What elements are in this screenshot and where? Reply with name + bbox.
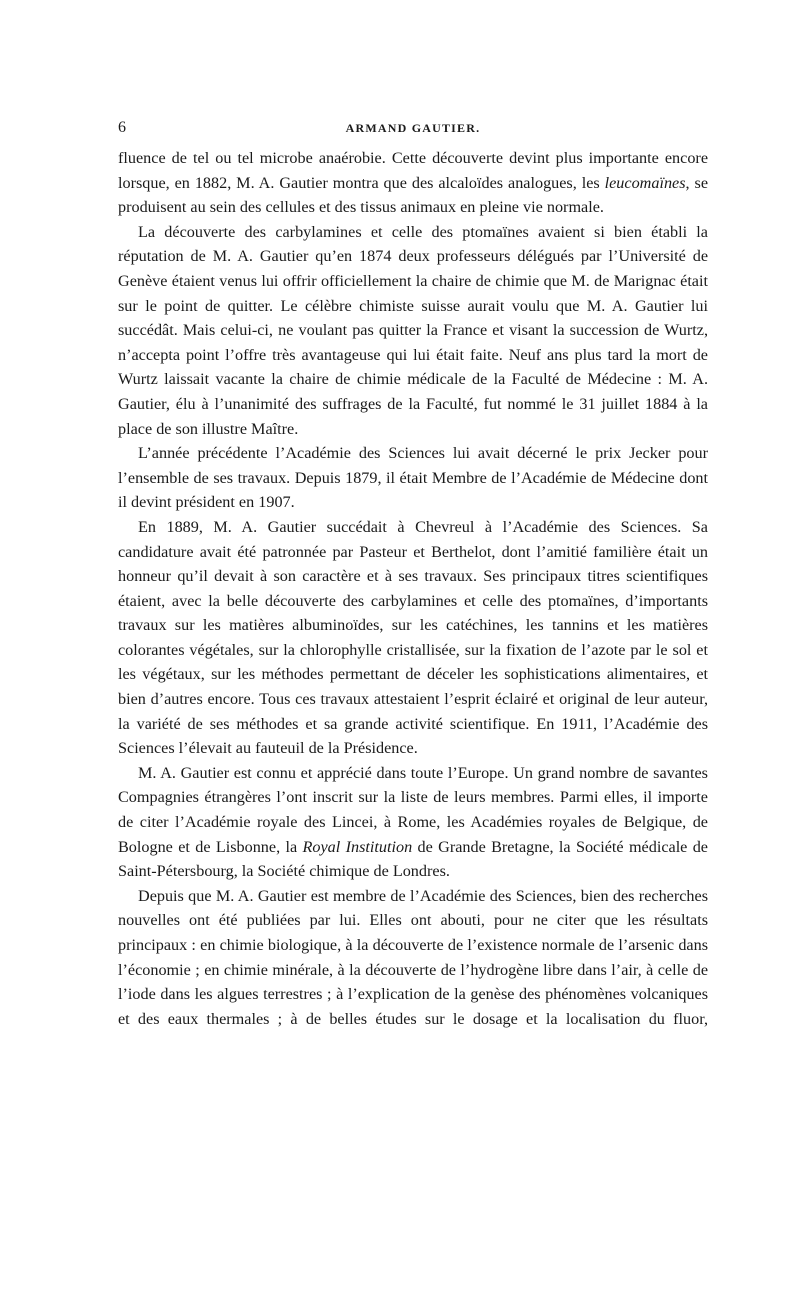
- royal-institution-term: Royal Institution: [302, 837, 413, 856]
- paragraph-4: En 1889, M. A. Gautier succédait à Chevreul à l’Académie des Sciences. Sa candidature avait été patronnée par Pasteur et Berthelot, dont l’amitié familière était un honneur qu’il devait à son caractère et à ses travaux. Ses principaux titres scientifiques étaient, avec la belle découverte des carbylamines et celle des ptomaïnes, d’importants travaux sur les matières albuminoïdes, sur les catéchines, les tannins et les matières colorantes végétales, sur la chlorophylle cristallisée, sur la fixation de l’azote par le sol et les végétaux, sur les méthodes permettant de déceler les sophistications alimentaires, et bien d’autres encore. Tous ces travaux attestaient l’esprit éclairé et original de leur auteur, la variété de ses méthodes et sa grande activité scientifique. En 1911, l’Académie des Sciences l’élevait au fauteuil de la Présidence.: [118, 517, 708, 758]
- body-text: [118, 146, 708, 1031]
- paragraph-1-part-3: , se produisent au sein des cellules et des tissus animaux en pleine vie normale.: [118, 173, 709, 217]
- paragraph-5: [118, 761, 708, 884]
- paragraph-2: La découverte des carbylamines et celle des ptomaïnes avaient si bien établi la réputation de M. A. Gautier qu’en 1874 deux professeurs délégués par l’Université de Genève étaient venus lui offrir officiellement la chaire de chimie que M. de Marignac était sur le point de quitter. Le célèbre chimiste suisse aurait voulu que M. A. Gautier lui succédât. Mais celui-ci, ne voulant pas quitter la France et visant la succession de Wurtz, n’accepta point l’offre très avantageuse qui lui était faite. Neuf ans plus tard la mort de Wurtz laissait vacante la chaire de chimie médicale de la Faculté de Médecine : M. A. Gautier, élu à l’unanimité des suffrages de la Faculté, fut nommé le 31 juillet 1884 à la place de son illustre Maître.: [118, 222, 708, 438]
- paragraph-1: [118, 146, 708, 220]
- page-number: 6: [118, 119, 126, 136]
- paragraph-1-part-1: fluence de tel ou tel microbe anaérobie. Cette découverte devint plus importante encore lorsque, en 1882, M. A. Gautier montra que des alcaloïdes analogues, les: [118, 149, 708, 192]
- leucomaines-term: leucomaïnes: [604, 173, 686, 192]
- page-header: [118, 119, 708, 143]
- paragraph-5-part-3: de Grande Bretagne, la Société médicale de Saint-Pétersbourg, la Société chimique de Londres.: [118, 837, 708, 881]
- paragraph-3: L’année précédente l’Académie des Sciences lui avait décerné le prix Jecker pour l’ensemble de ses travaux. Depuis 1879, il était Membre de l’Académie de Médecine dont il devint président en 1907.: [118, 444, 708, 512]
- paragraph-5-part-1: M. A. Gautier est connu et apprécié dans toute l’Europe. Un grand nombre de savantes Compagnies étrangères l’ont inscrit sur la liste de leurs membres. Parmi elles, il importe de citer l’Académie royale des Lincei, à Rome, les Académies royales de Belgique, de Bologne et de Lisbonne, la: [118, 763, 708, 856]
- running-head: ARMAND GAUTIER.: [345, 121, 481, 135]
- paragraph-6: Depuis que M. A. Gautier est membre de l’Académie des Sciences, bien des recherches nouvelles ont été publiées par lui. Elles ont abouti, pour ne citer que les résultats principaux : en chimie biologique, à la découverte de l’existence normale de l’arsenic dans l’économie ; en chimie minérale, à la découverte de l’hydrogène libre dans l’air, à celle de l’iode dans les algues terrestres ; à l’explication de la genèse des phénomènes volcaniques et des eaux thermales ; à de belles études sur le dosage et la localisation du fluor,: [118, 886, 708, 1028]
